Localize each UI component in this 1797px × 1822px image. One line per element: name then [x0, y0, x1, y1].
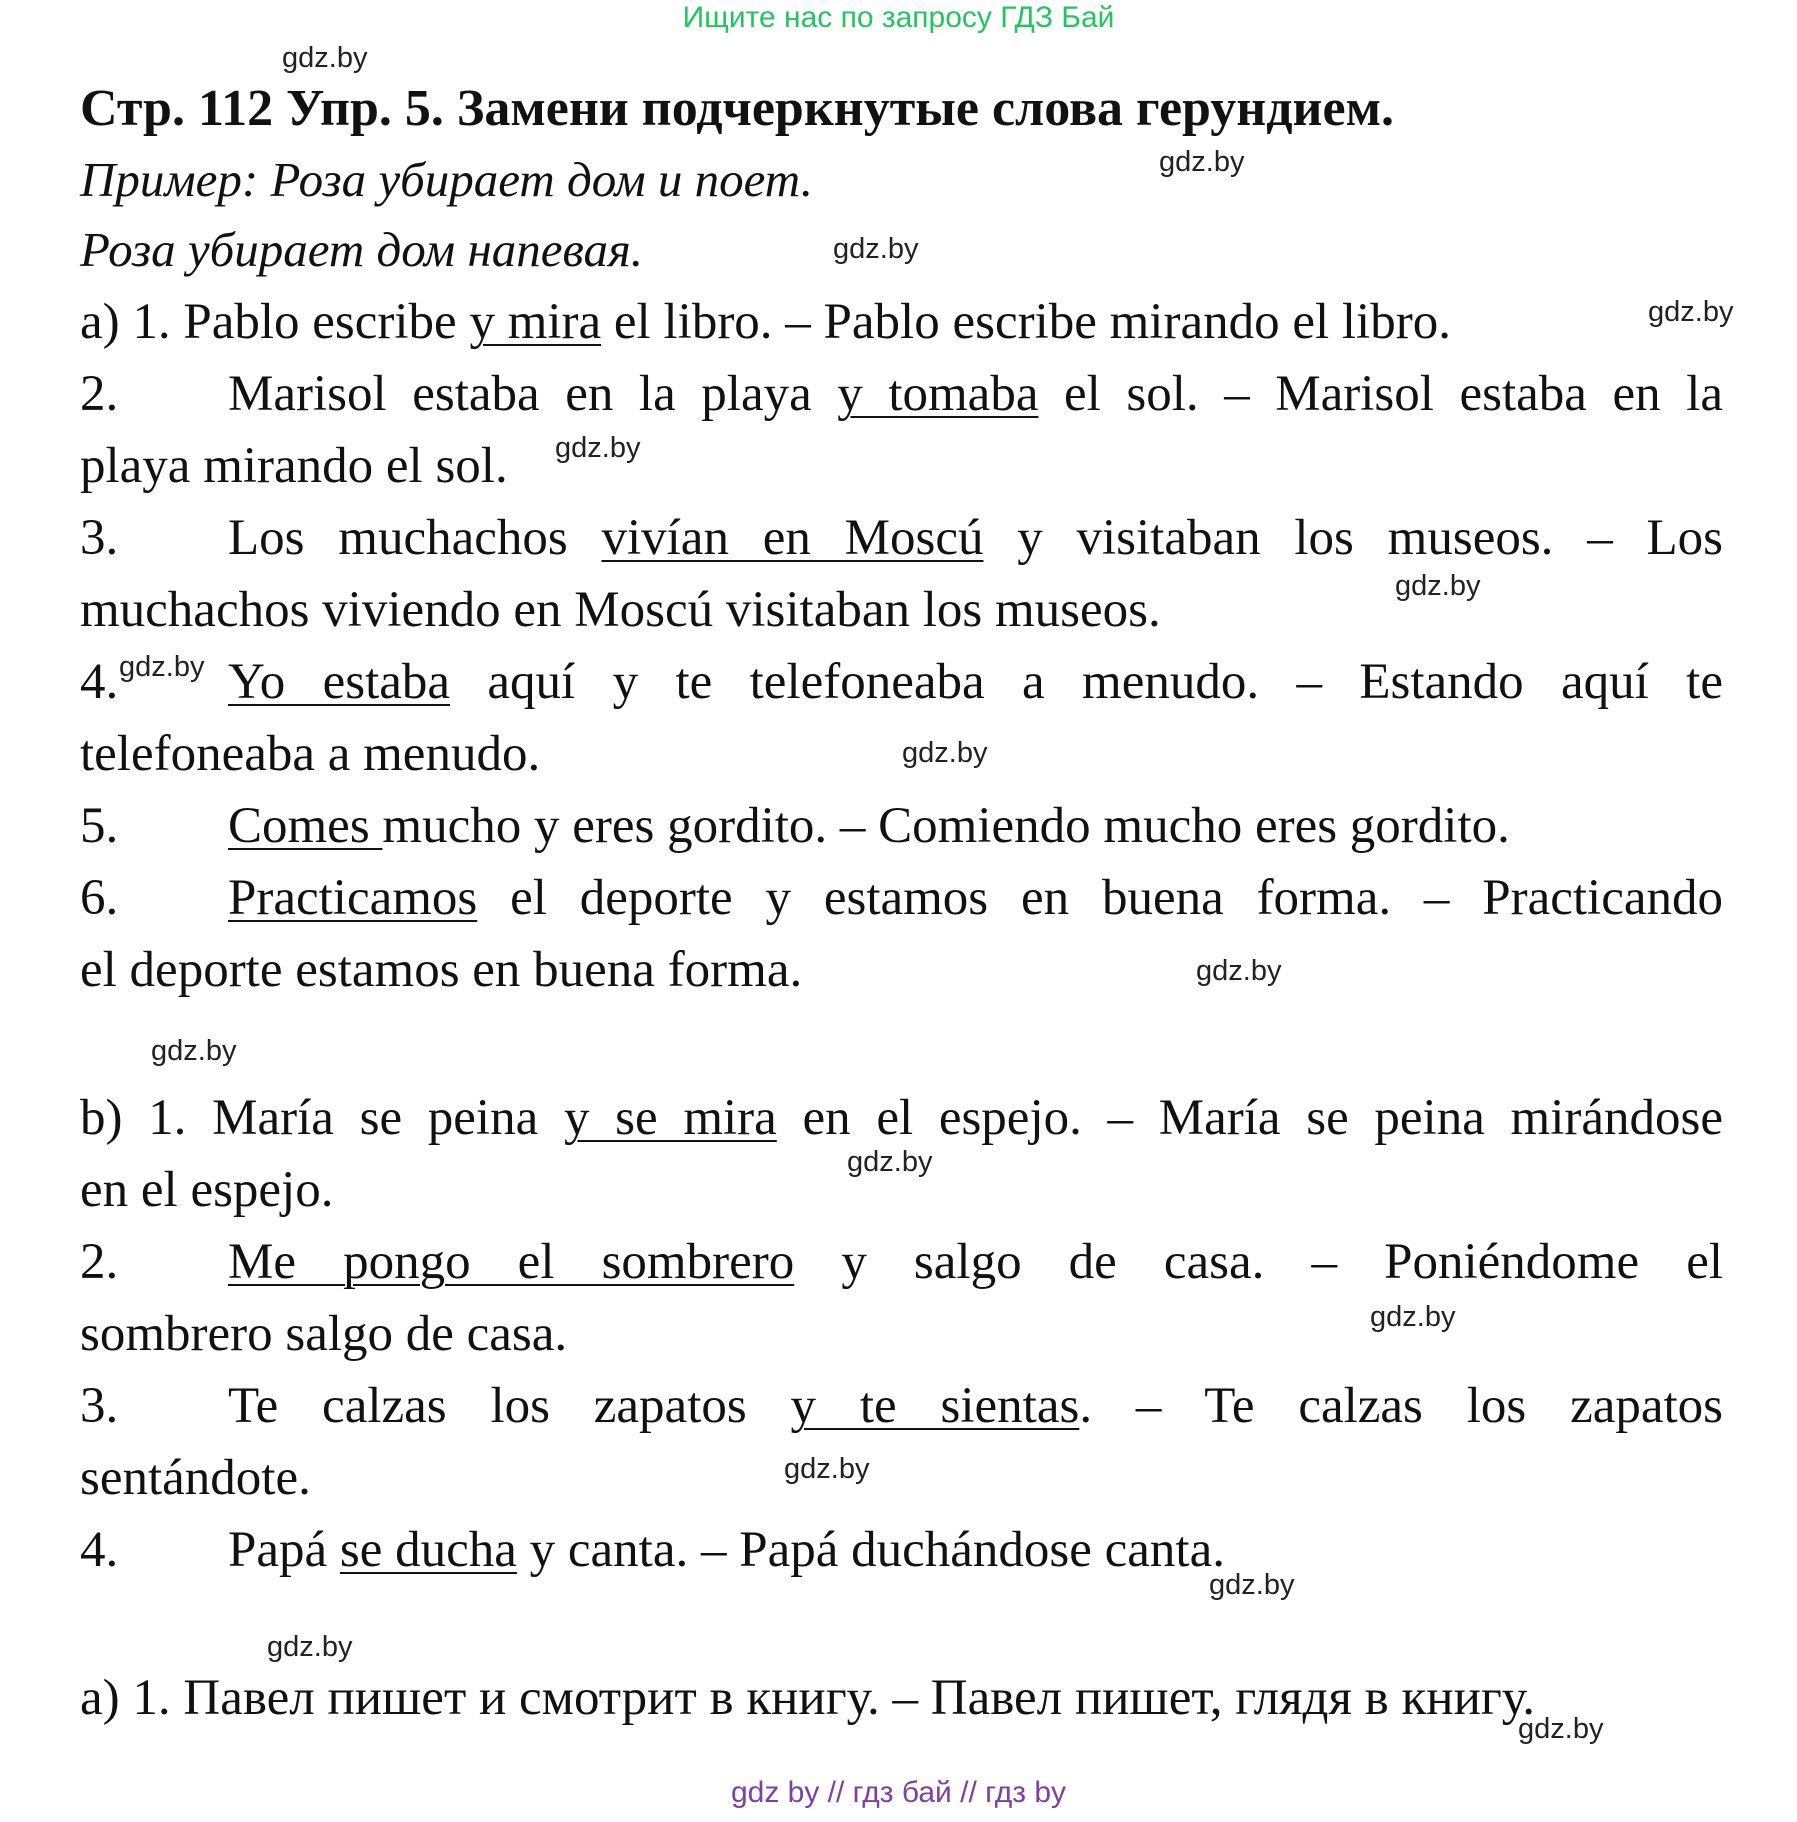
- underlined-phrase: vivían en Moscú: [601, 510, 984, 566]
- item-number: 3.: [80, 1378, 119, 1434]
- item-number: 4.: [80, 1522, 119, 1578]
- watermark: gdz.by: [784, 1453, 870, 1485]
- watermark: gdz.by: [1196, 955, 1282, 987]
- answer-line-continued: playa mirando el sol.: [80, 438, 508, 494]
- underlined-phrase: y te sientas: [790, 1378, 1080, 1434]
- underlined-phrase: y se mira: [563, 1090, 777, 1146]
- watermark: gdz.by: [555, 432, 641, 464]
- answer-line: 6. Practicamos el deporte y estamos en buena forma. – Practicando: [80, 863, 1723, 933]
- underlined-phrase: y mira: [469, 294, 602, 350]
- watermark: gdz.by: [119, 651, 205, 683]
- translation-line: а) 1. Павел пишет и смотрит в книгу. – Павел пишет, глядя в книгу.: [80, 1670, 1535, 1726]
- answer-line-continued: en el espejo.: [80, 1162, 334, 1218]
- watermark: gdz.by: [847, 1146, 933, 1178]
- example-line: Пример: Роза убирает дом и поет.: [80, 152, 814, 207]
- item-number: 3.: [80, 510, 119, 566]
- watermark: gdz.by: [833, 233, 919, 265]
- answer-line: b) 1. María se peina y se mira en el espejo. – María se peina mirándose: [80, 1090, 1723, 1146]
- answer-line-continued: sombrero salgo de casa.: [80, 1306, 568, 1362]
- watermark: gdz.by: [1370, 1301, 1456, 1333]
- watermark: gdz.by: [282, 42, 368, 74]
- item-number: 4.: [80, 654, 119, 710]
- watermark: gdz.by: [267, 1631, 353, 1663]
- answer-line-continued: telefoneaba a menudo.: [80, 726, 541, 782]
- watermark: gdz.by: [1159, 146, 1245, 178]
- search-banner: Ищите нас по запросу ГДЗ Бай: [682, 1, 1115, 34]
- answer-line: 2. Marisol estaba en la playa y tomaba el sol. – Marisol estaba en la: [80, 359, 1723, 429]
- item-number: 2.: [80, 366, 119, 422]
- item-number: 2.: [80, 1234, 119, 1290]
- underlined-phrase: Yo estaba: [228, 654, 451, 710]
- answer-line-continued: muchachos viviendo en Moscú visitaban los museos.: [80, 582, 1161, 638]
- answer-line: 3. Te calzas los zapatos y te sientas. – Te calzas los zapatos: [80, 1371, 1723, 1441]
- item-number: 6.: [80, 870, 119, 926]
- answer-line: 3. Los muchachos vivían en Moscú y visitaban los museos. – Los: [80, 503, 1723, 573]
- underlined-phrase: y tomaba: [837, 366, 1039, 422]
- watermark: gdz.by: [1395, 570, 1481, 602]
- answer-line-continued: sentándote.: [80, 1450, 311, 1506]
- underlined-phrase: Practicamos: [228, 870, 478, 926]
- answer-line-continued: el deporte estamos en buena forma.: [80, 942, 803, 998]
- item-number: 5.: [80, 798, 119, 854]
- underlined-phrase: Me pongo el sombrero: [228, 1234, 795, 1290]
- answer-line: 4. Yo estaba aquí y te telefoneaba a menudo. – Estando aquí te: [80, 647, 1723, 717]
- answer-line: 5. Comes mucho y eres gordito. – Comiendo mucho eres gordito.: [80, 791, 1723, 861]
- watermark: gdz.by: [1209, 1569, 1295, 1601]
- answer-line: 4. Papá se ducha y canta. – Papá duchándose canta.: [80, 1515, 1723, 1585]
- watermark: gdz.by: [151, 1035, 237, 1067]
- example-answer: Роза убирает дом напевая.: [80, 222, 643, 277]
- underlined-phrase: Comes: [228, 798, 383, 854]
- exercise-title: Стр. 112 Упр. 5. Замени подчеркнутые слова герундием.: [80, 80, 1394, 137]
- answer-line: a) 1. Pablo escribe y mira el libro. – Pablo escribe mirando el libro.: [80, 294, 1451, 350]
- answer-line: 2. Me pongo el sombrero y salgo de casa. – Poniéndome el: [80, 1227, 1723, 1297]
- watermark: gdz.by: [1648, 296, 1734, 328]
- footer-links: gdz by // гдз бай // гдз by: [730, 1776, 1067, 1809]
- underlined-phrase: se ducha: [339, 1522, 517, 1578]
- watermark: gdz.by: [902, 737, 988, 769]
- watermark: gdz.by: [1518, 1713, 1604, 1745]
